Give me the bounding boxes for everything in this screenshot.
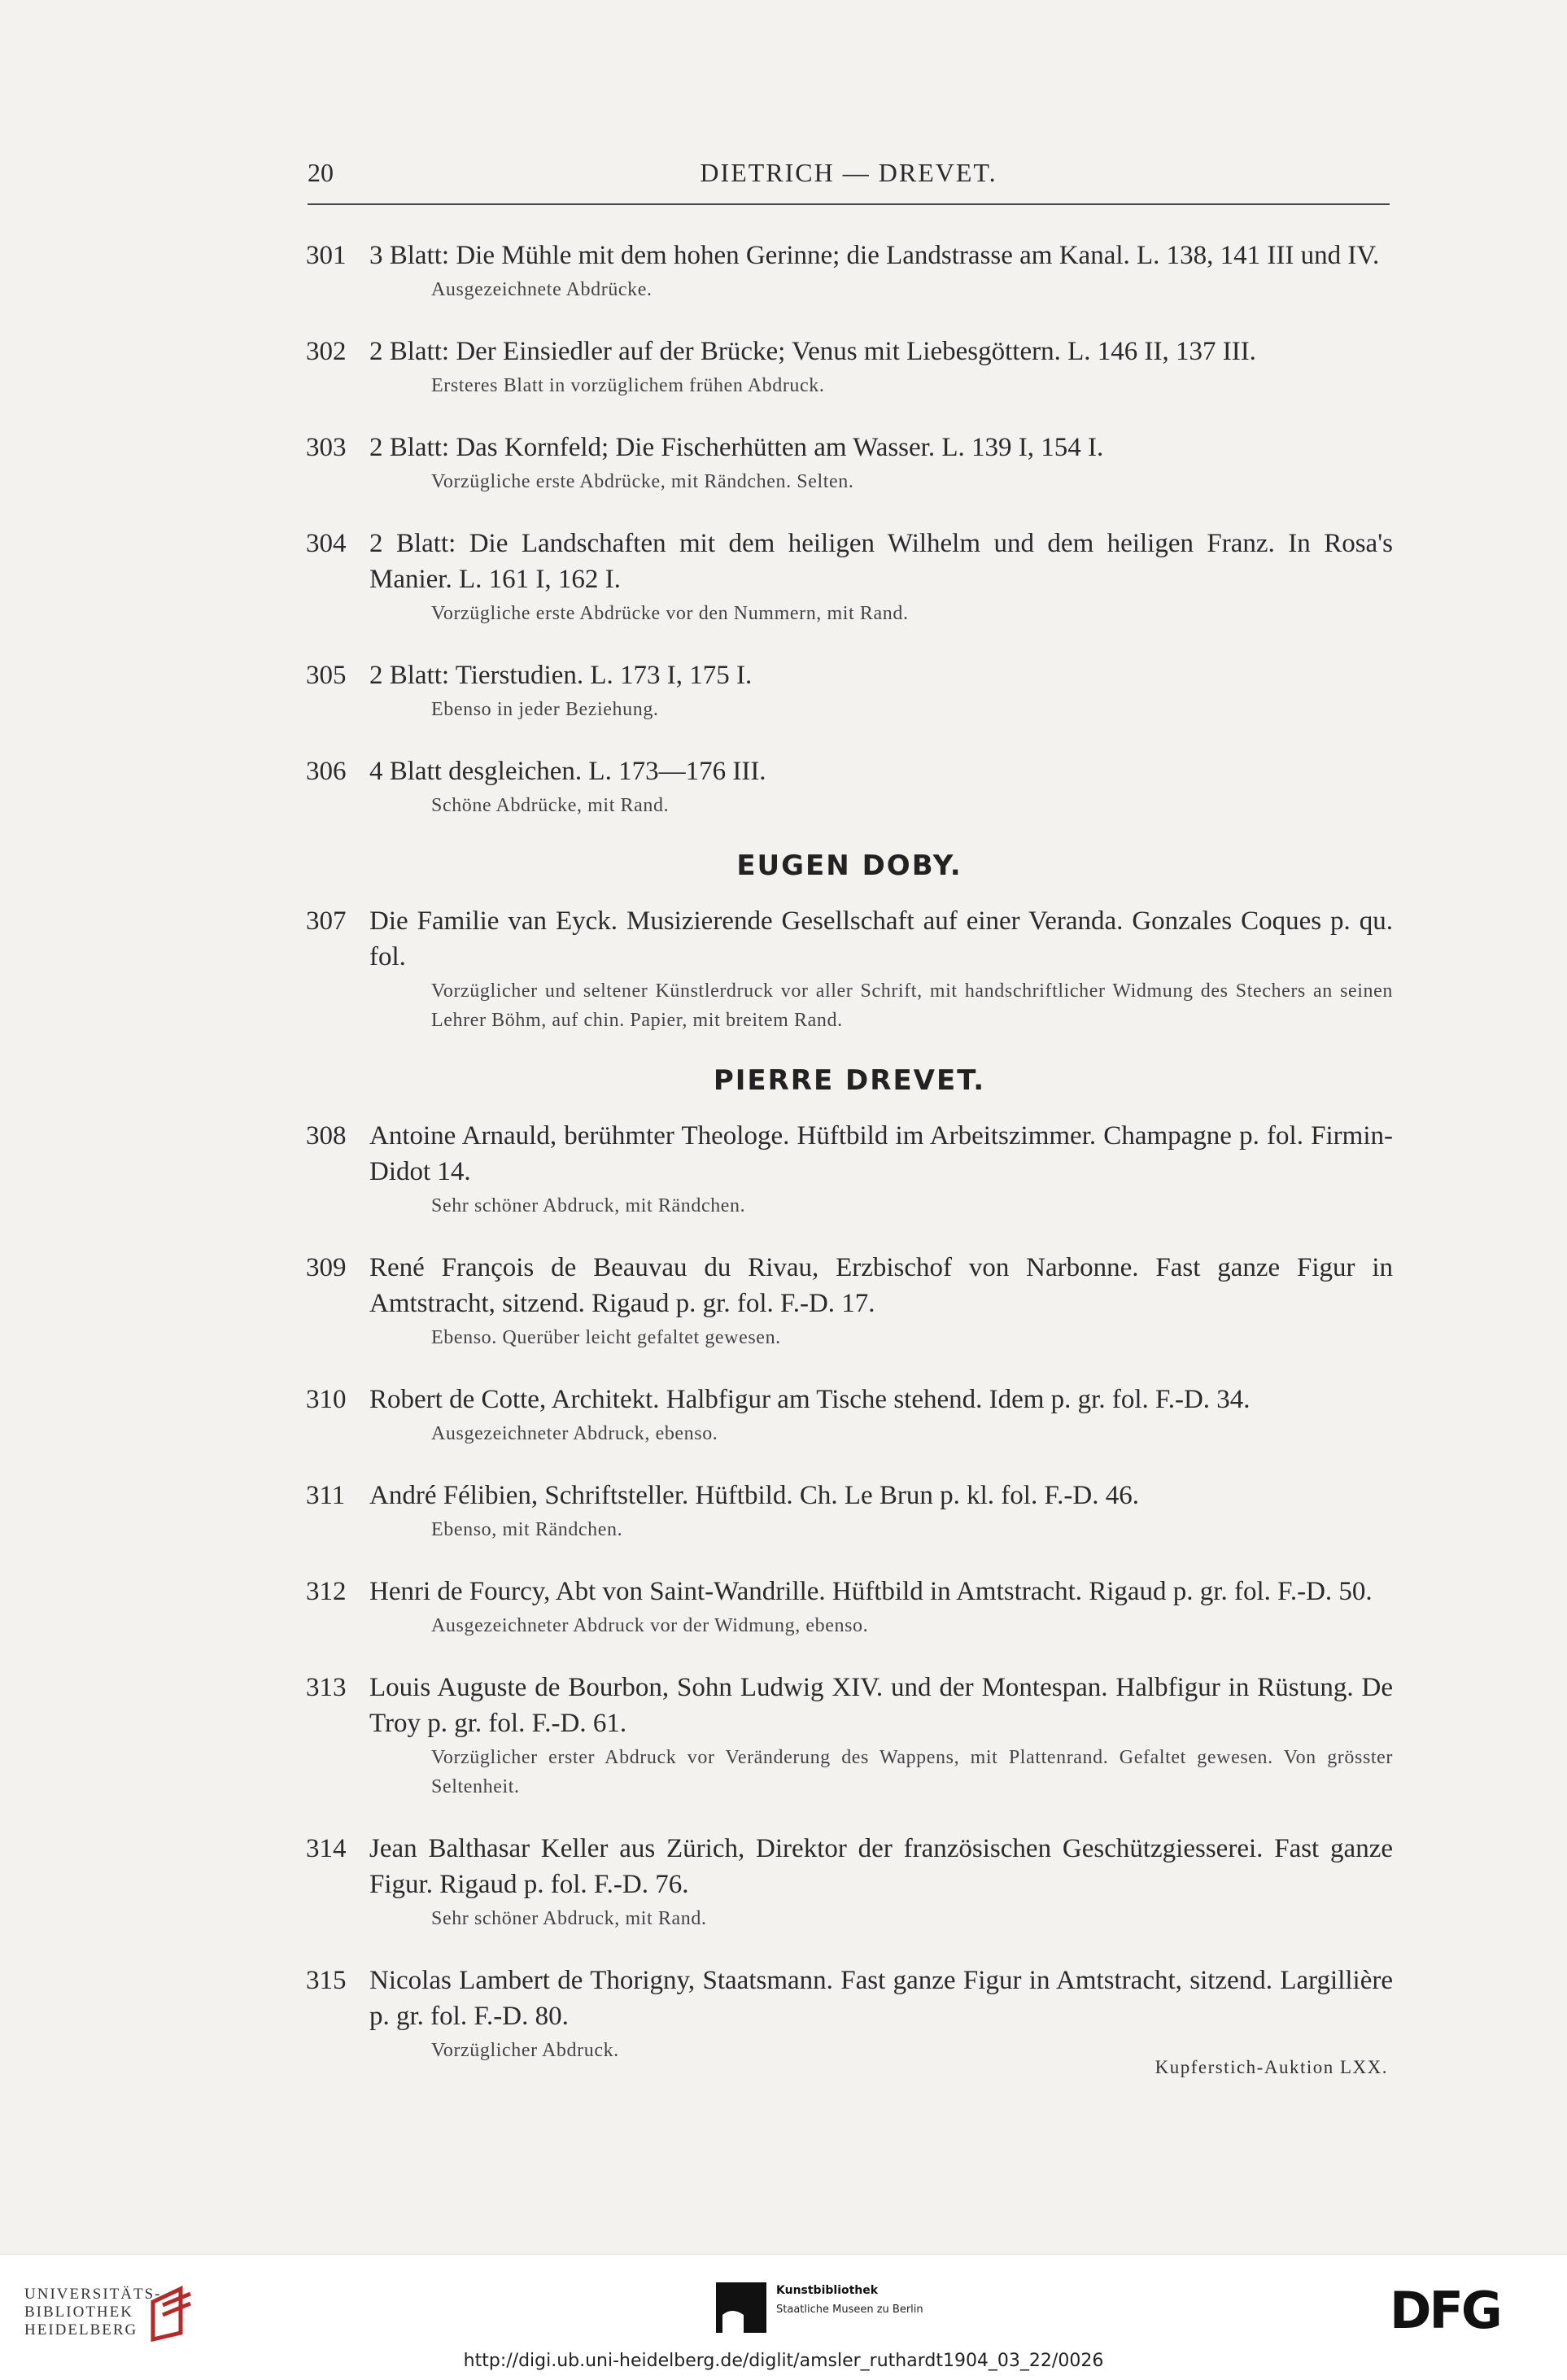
condition-note: Ebenso in jeder Beziehung.: [431, 699, 659, 720]
lot-number: 305: [306, 661, 347, 690]
lot-number: 303: [306, 433, 347, 462]
condition-note: Ersteres Blatt in vorzüglichem frühen Abdruck.: [431, 375, 825, 396]
page-number: 20: [308, 158, 334, 187]
lot-description: 2 Blatt: Das Kornfeld; Die Fischerhütten am Wasser. L. 139 I, 154 I.: [369, 433, 1104, 462]
catalog-entry: [306, 430, 1393, 496]
catalog-entry: [306, 526, 1393, 628]
condition-note: Sehr schöner Abdruck, mit Rand.: [431, 1908, 707, 1929]
catalog-entry: [306, 1670, 1393, 1801]
catalog-entry: [306, 1963, 1393, 2065]
lot-description: 3 Blatt: Die Mühle mit dem hohen Gerinne; die Landstrasse am Kanal. L. 138, 141 III und IV.: [369, 241, 1380, 270]
lot-number: 313: [306, 1673, 347, 1702]
kunstbibliothek-emblem-icon: [716, 2282, 766, 2333]
condition-note: Ausgezeichneter Abdruck, ebenso.: [431, 1423, 718, 1444]
running-title: DIETRICH — DREVET.: [700, 158, 997, 187]
condition-note: Vorzügliche erste Abdrücke vor den Nummern, mit Rand.: [431, 603, 909, 624]
lot-number: 310: [306, 1385, 347, 1414]
lot-description: Louis Auguste de Bourbon, Sohn Ludwig XIV. und der Montespan. Halbfigur in Rüstung. De Troy p. gr. fol. F.-D. 61.: [369, 1673, 1393, 1738]
lot-number: 306: [306, 757, 347, 786]
condition-note: Vorzüglicher und seltener Künstlerdruck vor aller Schrift, mit handschriftlicher Widmung des Stechers an seinen Lehrer Böhm, auf chin. Papier, mit breitem Rand.: [431, 980, 1393, 1031]
lot-description: André Félibien, Schriftsteller. Hüftbild. Ch. Le Brun p. kl. fol. F.-D. 46.: [369, 1481, 1139, 1510]
lot-description: Die Familie van Eyck. Musizierende Gesellschaft auf einer Veranda. Gonzales Coques p. qu. fol.: [369, 906, 1393, 972]
catalog-entry: [306, 903, 1393, 1035]
lot-description: René François de Beauvau du Rivau, Erzbischof von Narbonne. Fast ganze Figur in Amtstracht, sitzend. Rigaud p. gr. fol. F.-D. 17.: [369, 1253, 1393, 1318]
catalog-entries: [306, 238, 1393, 2094]
lot-description: Antoine Arnauld, berühmter Theologe. Hüftbild im Arbeitszimmer. Champagne p. fol. Firmin-Didot 14.: [369, 1121, 1393, 1186]
catalog-title: Kupferstich-Auktion LXX.: [1155, 2057, 1388, 2077]
lot-description: 4 Blatt desgleichen. L. 173—176 III.: [369, 757, 766, 786]
lot-description: Robert de Cotte, Architekt. Halbfigur am Tische stehend. Idem p. gr. fol. F.-D. 34.: [369, 1385, 1251, 1414]
condition-note: Vorzügliche erste Abdrücke, mit Rändchen. Selten.: [431, 471, 854, 492]
catalog-entry: [306, 1118, 1393, 1221]
lot-description: Nicolas Lambert de Thorigny, Staatsmann. Fast ganze Figur in Amtstracht, sitzend. Largillière p. gr. fol. F.-D. 80.: [369, 1966, 1393, 2031]
catalog-entry: [306, 1574, 1393, 1640]
viewer-footer: [0, 2254, 1567, 2380]
lot-description: Henri de Fourcy, Abt von Saint-Wandrille. Hüftbild in Amtstracht. Rigaud p. gr. fol. F.-D. 50.: [369, 1577, 1373, 1606]
catalog-entry: [306, 1831, 1393, 1933]
source-url[interactable]: http://digi.ub.uni-heidelberg.de/diglit/amsler_ruthardt1904_03_22/0026: [463, 2351, 1104, 2371]
lot-number: 304: [306, 529, 347, 558]
lot-number: 314: [306, 1834, 347, 1863]
catalog-entry: [306, 1382, 1393, 1448]
lot-description: 2 Blatt: Die Landschaften mit dem heiligen Wilhelm und dem heiligen Franz. In Rosa's Manier. L. 161 I, 162 I.: [369, 529, 1393, 594]
lot-number: 308: [306, 1121, 347, 1151]
artist-heading: PIERRE DREVET.: [713, 1064, 986, 1097]
condition-note: Ebenso. Querüber leicht gefaltet gewesen.: [431, 1327, 781, 1348]
condition-note: Ausgezeichnete Abdrücke.: [431, 279, 653, 300]
lot-description: 2 Blatt: Tierstudien. L. 173 I, 175 I.: [369, 661, 753, 690]
catalog-entry: [306, 1250, 1393, 1352]
kunstbibliothek-title: Kunstbibliothek: [776, 2284, 879, 2297]
lot-number: 311: [306, 1481, 346, 1510]
kunstbibliothek-subtitle: Staatliche Museen zu Berlin: [776, 2304, 923, 2316]
library-line: UNIVERSITÄTS-: [24, 2286, 162, 2303]
catalog-entry: [306, 753, 1393, 820]
catalog-entry: [306, 238, 1393, 304]
university-library-logo: [24, 2286, 162, 2339]
lot-number: 309: [306, 1253, 347, 1282]
condition-note: Sehr schöner Abdruck, mit Rändchen.: [431, 1195, 746, 1216]
lot-description: Jean Balthasar Keller aus Zürich, Direktor der französischen Geschützgiesserei. Fast ganze Figur. Rigaud p. fol. F.-D. 76.: [369, 1834, 1393, 1899]
catalog-entry: [306, 657, 1393, 724]
library-emblem-icon: [145, 2286, 197, 2343]
condition-note: Vorzüglicher erster Abdruck vor Veränderung des Wappens, mit Plattenrand. Gefaltet gewesen. Von grösster Seltenheit.: [431, 1747, 1393, 1797]
catalog-entry: [306, 334, 1393, 400]
lot-number: 302: [306, 337, 347, 366]
library-line: BIBLIOTHEK: [24, 2304, 133, 2321]
condition-note: Schöne Abdrücke, mit Rand.: [431, 795, 670, 816]
page-header: [308, 155, 1390, 205]
condition-note: Ebenso, mit Rändchen.: [431, 1519, 623, 1540]
lot-description: 2 Blatt: Der Einsiedler auf der Brücke; Venus mit Liebesgöttern. L. 146 II, 137 III.: [369, 337, 1256, 366]
lot-number: 312: [306, 1577, 347, 1606]
dfg-logo: DFG: [1390, 2281, 1500, 2340]
lot-number: 301: [306, 241, 347, 270]
library-line: HEIDELBERG: [24, 2321, 138, 2339]
artist-heading: EUGEN DOBY.: [736, 849, 962, 882]
condition-note: Vorzüglicher Abdruck.: [431, 2040, 619, 2061]
condition-note: Ausgezeichneter Abdruck vor der Widmung, ebenso.: [431, 1615, 869, 1636]
catalog-entry: [306, 1478, 1393, 1544]
lot-number: 315: [306, 1966, 347, 1995]
lot-number: 307: [306, 906, 347, 936]
